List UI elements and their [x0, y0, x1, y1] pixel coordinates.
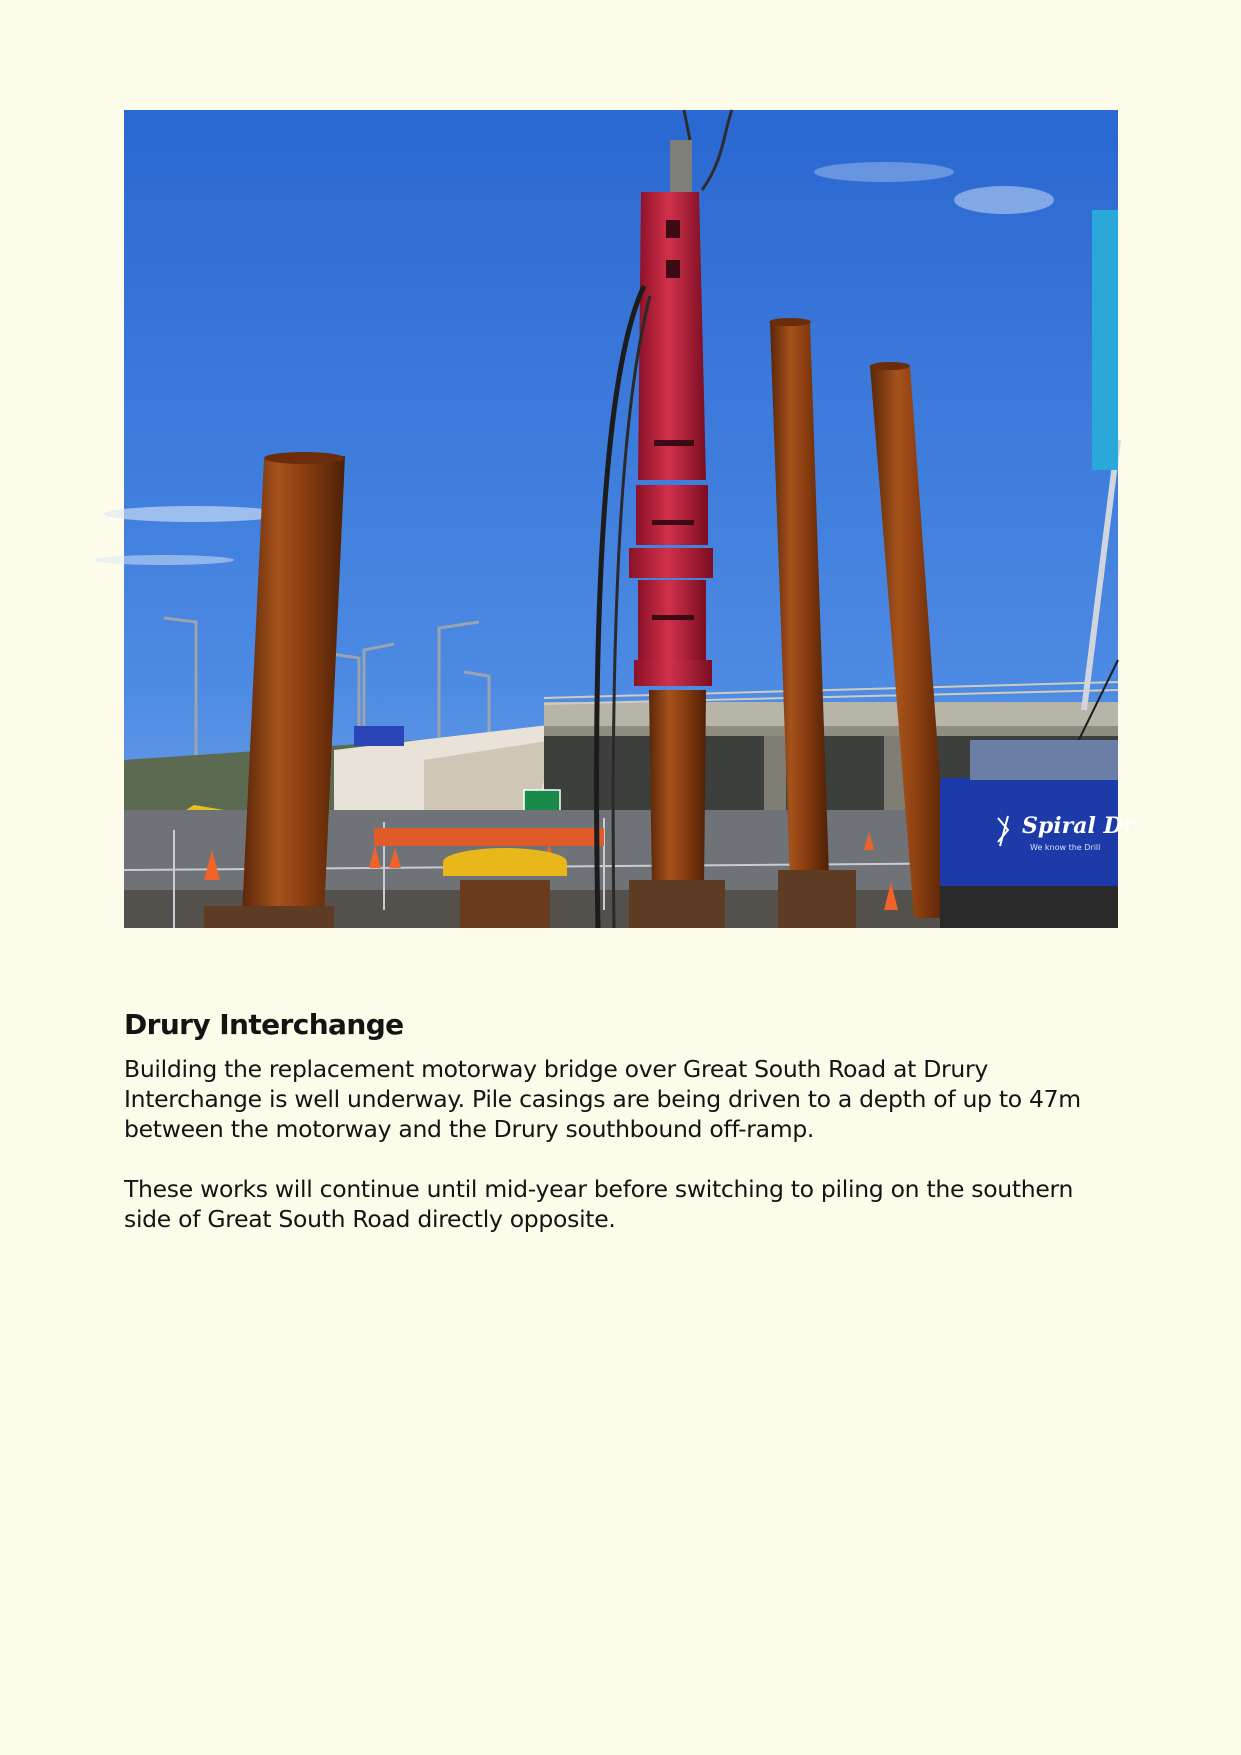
piling-site-illustration [124, 110, 1135, 928]
article-paragraph-2: These works will continue until mid-year before switching to piling on the southern side of Great South Road directly opposite. [124, 1175, 1074, 1233]
article-heading: Drury Interchange [124, 1008, 404, 1041]
construction-photo [124, 110, 1135, 928]
crane-logo-text: Spiral Dr [1022, 813, 1135, 839]
article-paragraph-1: Building the replacement motorway bridge over Great South Road at Drury Interchange is well underway. Pile casings are being driven to a depth of up to 47m between the motorway and the Drury southbound off-ramp. [124, 1055, 1081, 1143]
crane-tagline: We know the Drill [1030, 843, 1101, 852]
article-section [124, 1008, 1104, 1264]
